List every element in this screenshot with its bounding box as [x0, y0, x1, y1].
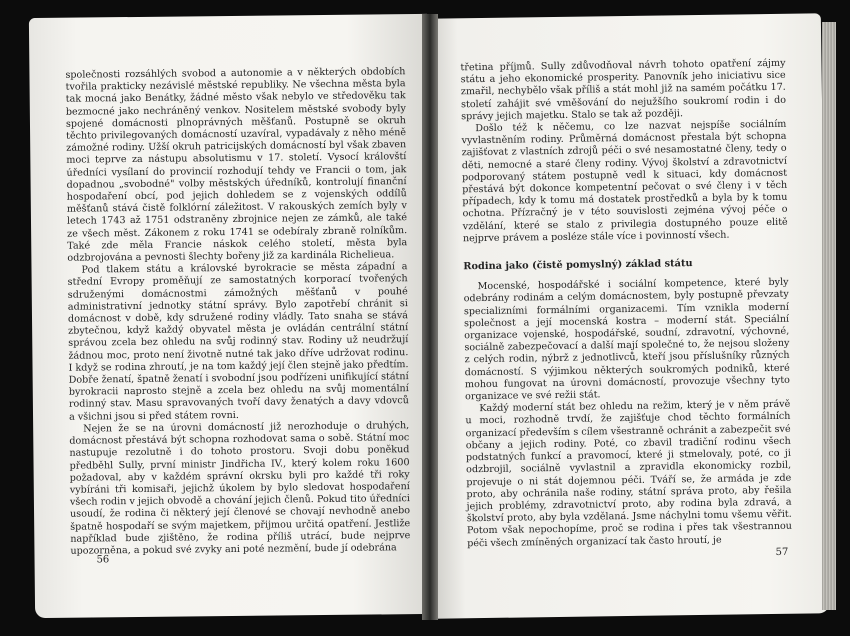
left-page — [29, 14, 433, 618]
section-heading: Rodina jako (čistě pomyslný) základ státu — [463, 258, 693, 273]
paragraph: Každý moderní stát bez ohledu na režim, který je v něm právě u moci, rozhodně trvdí, že zajišťuje chod těchto formálních organizací především s cílem všestranně ochránit a zabezpečit své občany a jejich rodiny. Poté, co zbavil tradiční rodinu všech podstatných funkcí a pravomocí, které ji stmelovaly, poté, co ji odzbrojil, sociálně vyvlastnil a zpravidla ekonomicky rozbil, projevuje o ni stát dojemnou péči. Tváří se, že armáda je zde proto, aby ochránila naše rodiny, státní správa proto, aby řešila jejich problémy, zdravotnictví proto, aby rodina byla zdravá, a školství proto, aby byla vzdělaná. Jsme náchylni tomu všemu věřit. Potom však nepochopíme, proč se rodina i přes tak všestrannou péči všech zmíněných organizací tak často hroutí, je — [465, 399, 793, 549]
paragraph: společnosti rozsáhlých svobod a autonomie a v některých obdobích tvořila prakticky nezávislé městské republiky. Ne všechna města byla tak mocná jako Benátky, žádné město však nebylo ve středověku tak bezmocné jako nechráněný venkov. Nositelem městské svobody byly spojené domácnosti plnoprávných měšťanů. Postupně se okruh těchto privilegovaných domácností uzavíral, vypadávaly z něho méně zámožné rodiny. Užší okruh patricijských domácností byl však zbaven moci teprve za nástupu absolutismu v 17. století. Vysocí královští úředníci vysílaní do provincií rozhodují tehdy ve Francii o tom, jak dopadnou „svobodné" volby městských úředníků, kontrolují finanční hospodaření obcí, pod jejich dohledem se z vojenských oddílů měšťanů stává čistě folklórní záležitost. V rakouských zemích byly v letech 1743 až 1751 odstraněny zbrojnice nejen ze zámků, ale také ze všech měst. Zákonem z roku 1741 se odebíraly zbraně rolníkům. Také zde měla Francie náskok celého století, města byla odzbrojována a pevnosti šlechty bořeny již za kardinála Richelieua. — [65, 66, 408, 264]
page-number-right: 57 — [775, 546, 789, 558]
book-gutter — [422, 14, 438, 620]
paragraph: Došlo též k něčemu, co lze nazvat nejspíše sociálním vyvlastněním rodiny. Průměrná domácnost přestala být schopna zajišťovat z vlastních zdrojů péči o své nesamostatné členy, tedy o děti, nemocné a staré členy rodiny. Vývoj školství a zdravotnictví podporovaný státem postupně vedl k situaci, kdy domácnost přestává být dokonce kompetentní pečovat o své členy i v těch případech, kdy k tomu má dostatek prostředků a byla by k tomu ochotna. Přízračný je v této souvislosti zejména vývoj péče o vzdělání, které se stalo z privilegia dostupného pouze elitě nejprve právem a posléze stále více i povinností všech. — [461, 118, 788, 245]
paragraph: třetina příjmů. Sully zdůvodňoval návrh tohoto opatření zájmy státu a jeho ekonomické prosperity. Panovník jeho iniciativu sice zmařil, nechybělo však příliš a stát mohl již na samém počátku 17. století zahájit své vměšování do nejužšího soukromí rodin i do správy jejich majetku. Stalo se tak až později. — [460, 57, 787, 123]
right-page — [426, 13, 829, 618]
paragraph: Nejen že se na úrovni domácností již nerozhoduje o druhých, domácnost přestává být schopna rozhodovat sama o sobě. Státní moc nastupuje rezolutně i do tohoto prostoru. Svoji dobu poněkud předběhl Sully, první ministr Jindřicha IV., který kolem roku 1600 požadoval, aby v každém správní okrsku byli pro každé tři roky vybíráni tři komisaři, jejichž úkolem by bylo sledovat hospodaření všech rodin v jejich obvodě a chování jejich členů. Pokud tito úředníci usoudí, že rodina či některý její členové se chovají nevhodně anebo špatně hospodaří se svým majetkem, přijmou určitá opatření. Jestliže například bude zjištěno, že rodina příliš utrácí, bude nejprve upozorněna, a pokud své zvyky ani poté nezmění, bude jí odebrána — [69, 420, 411, 557]
paragraph: Mocenské, hospodářské i sociální kompetence, které byly odebrány rodinám a celým domácnostem, byly postupně převzaty specializními formálními organizacemi. Tím vznikla moderní společnost a její mocenská kostra – moderní stát. Speciální organizace vojenské, hospodářské, soudní, zdravotní, výchovné, sociálně zabezpečovací a další mají společné to, že nejsou složeny z celých rodin, nýbrž z jednotlivců, kteří jsou příslušníky různých domácností. S výjimkou některých soukromých podniků, které mohou fungovat na úrovni domácností, provozuje všechny tyto organizace ve své režii stát. — [463, 276, 790, 403]
page-edges — [822, 22, 836, 610]
page-number-left: 56 — [96, 554, 110, 566]
right-page-text — [460, 58, 792, 550]
left-page-text — [65, 66, 410, 558]
paragraph: Pod tlakem státu a královské byrokracie se města západní a střední Evropy proměňují ze samostatných korporací tvořených sdruženými domácnostmi zámožných měšťanů v pouhé administrativní jednotky státní správy. Bylo zapotřebí chránit si domácnost v době, kdy sdružené rodiny vládly. Tato snaha se stává zbytečnou, když každý obyvatel města je ovládán centrální státní správou zcela bez ohledu na svůj rodinný stav. Rodiny už neudržují žádnou moc, proto není životně nutné tak jako dříve udržovat rodinu. I když se rodina zhroutí, je na tom každý její člen stejně jako předtím. Dobře ženatí, špatně ženatí i svobodní jsou podřízeni unifikující státní byrokracii naprosto stejně a zcela bez ohledu na svůj momentální rodinný stav. Masu spravovaných tvoří davy ženatých a davy vdovců a všichni jsou si před státem rovni. — [67, 261, 409, 423]
open-book — [10, 6, 840, 630]
